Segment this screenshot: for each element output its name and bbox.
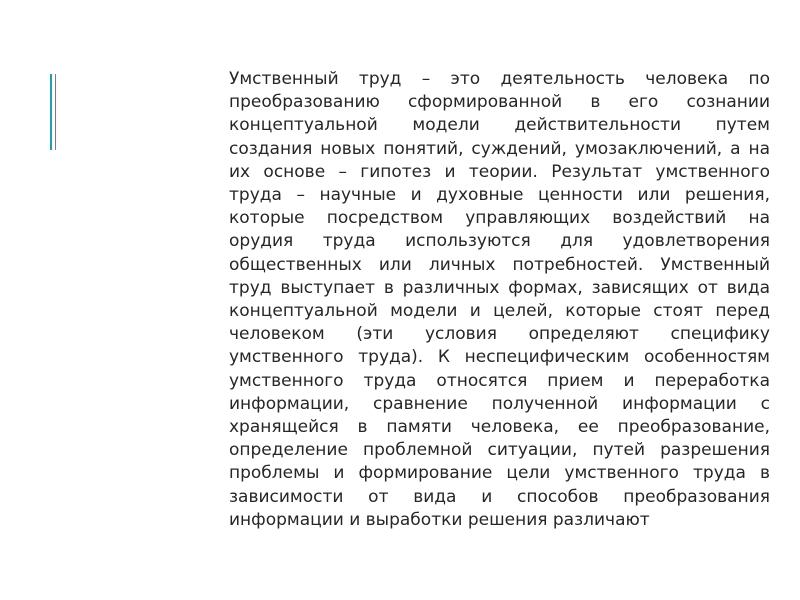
slide-body-text: Умственный труд – это деятельность человека по преобразованию сформированной в его сознании концептуальной модели действительности путем создания новых понятий, суждений, умозаключений, а на их основе – гипотез и теории. Результат умственного труда – научные и духовные ценности или решения, которые посредством управляющих воздействий на орудия труда используются для удовлетворения общественных или личных потребностей. Умственный труд выступает в различных формах, зависящих от вида концептуальной модели и целей, которые стоят перед человеком (эти условия определяют специфику умственного труда). К неспецифическим особенностям умственного труда относятся прием и переработка информации, сравнение полученной информации с хранящейся в памяти человека, ее преобразование, определение проблемной ситуации, путей разрешения проблемы и формирование цели умственного труда в зависимости от вида и способов преобразования информации и выработки решения различают (229, 69, 770, 530)
accent-bar (50, 74, 52, 150)
accent-bar-thin (55, 74, 56, 150)
